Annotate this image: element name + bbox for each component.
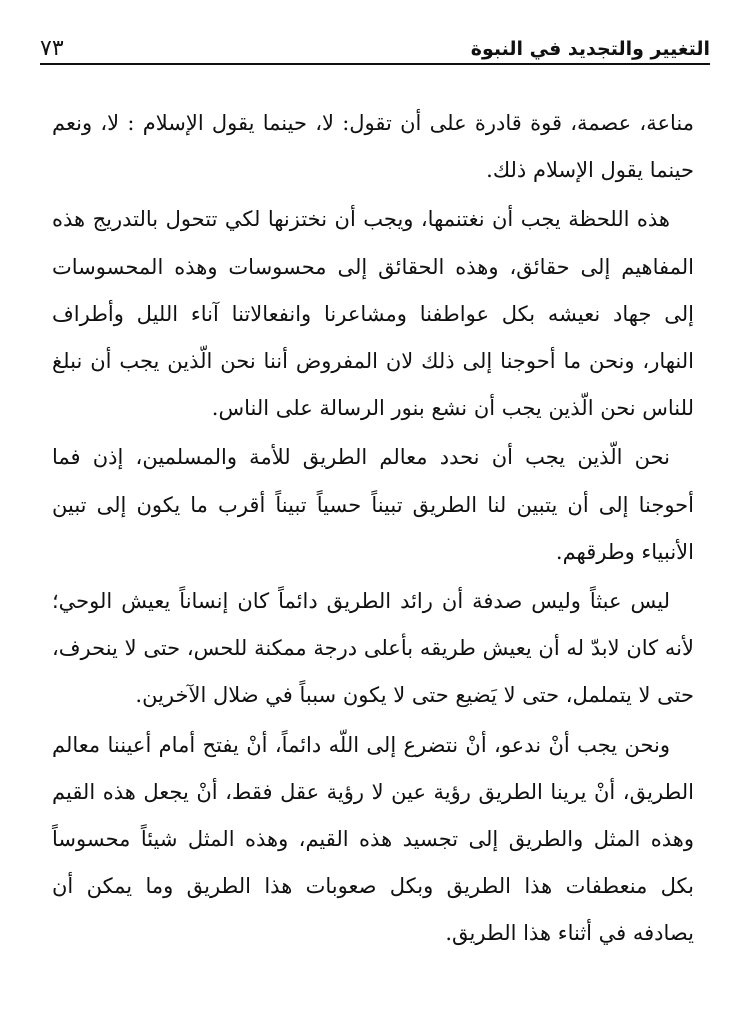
page-header — [40, 28, 710, 62]
paragraph: هذه اللحظة يجب أن نغتنمها، ويجب أن نختزنها لكي تتحول بالتدريج هذه المفاهيم إلى حقائق، وهذه الحقائق إلى محسوسات وهذه المحسوسات إلى جهاد نعيشه بكل عواطفنا ومشاعرنا وانفعالاتنا آناء الليل وأطراف النهار، ونحن ما أحوجنا إلى ذلك لان المفروض أننا نحن الّذين يجب أن نبلغ للناس نحن الّذين يجب أن نشع بنور الرسالة على الناس. — [52, 207, 694, 421]
header-rule — [40, 63, 710, 65]
page-number: ٧٣ — [40, 36, 64, 61]
paragraph: ونحن يجب أنْ ندعو، أنْ نتضرع إلى اللّه دائماً، أنْ يفتح أمام أعيننا معالم الطريق، أنْ يرينا الطريق رؤية عين لا رؤية عقل فقط، أنْ يجعل هذه القيم وهذه المثل والطريق إلى تجسيد هذه القيم، وهذه المثل شيئاً محسوساً بكل منعطفات هذا الطريق وبكل صعوبات هذا الطريق وما يمكن أن يصادفه في أثناء هذا الطريق. — [52, 732, 694, 946]
paragraph: نحن الّذين يجب أن نحدد معالم الطريق للأمة والمسلمين، إذن فما أحوجنا إلى أن يتبين لنا الطريق تبيناً حسياً تبيناً أقرب ما يكون إلى تبين الأنبياء وطرقهم. — [52, 445, 694, 564]
paragraph: ليس عبثاً وليس صدفة أن رائد الطريق دائماً كان إنساناً يعيش الوحي؛ لأنه كان لابدّ له أن يعيش طريقه بأعلى درجة ممكنة للحس، حتى لا ينحرف، حتى لا يتململ، حتى لا يَضيع حتى لا يكون سبباً في ضلال الآخرين. — [52, 589, 694, 708]
running-title: التغيير والتجديد في النبوة — [470, 38, 710, 60]
body-text — [52, 100, 694, 960]
paragraph: مناعة، عصمة، قوة قادرة على أن تقول: لا، حينما يقول الإسلام : لا، ونعم حينما يقول الإسلام ذلك. — [52, 111, 694, 183]
